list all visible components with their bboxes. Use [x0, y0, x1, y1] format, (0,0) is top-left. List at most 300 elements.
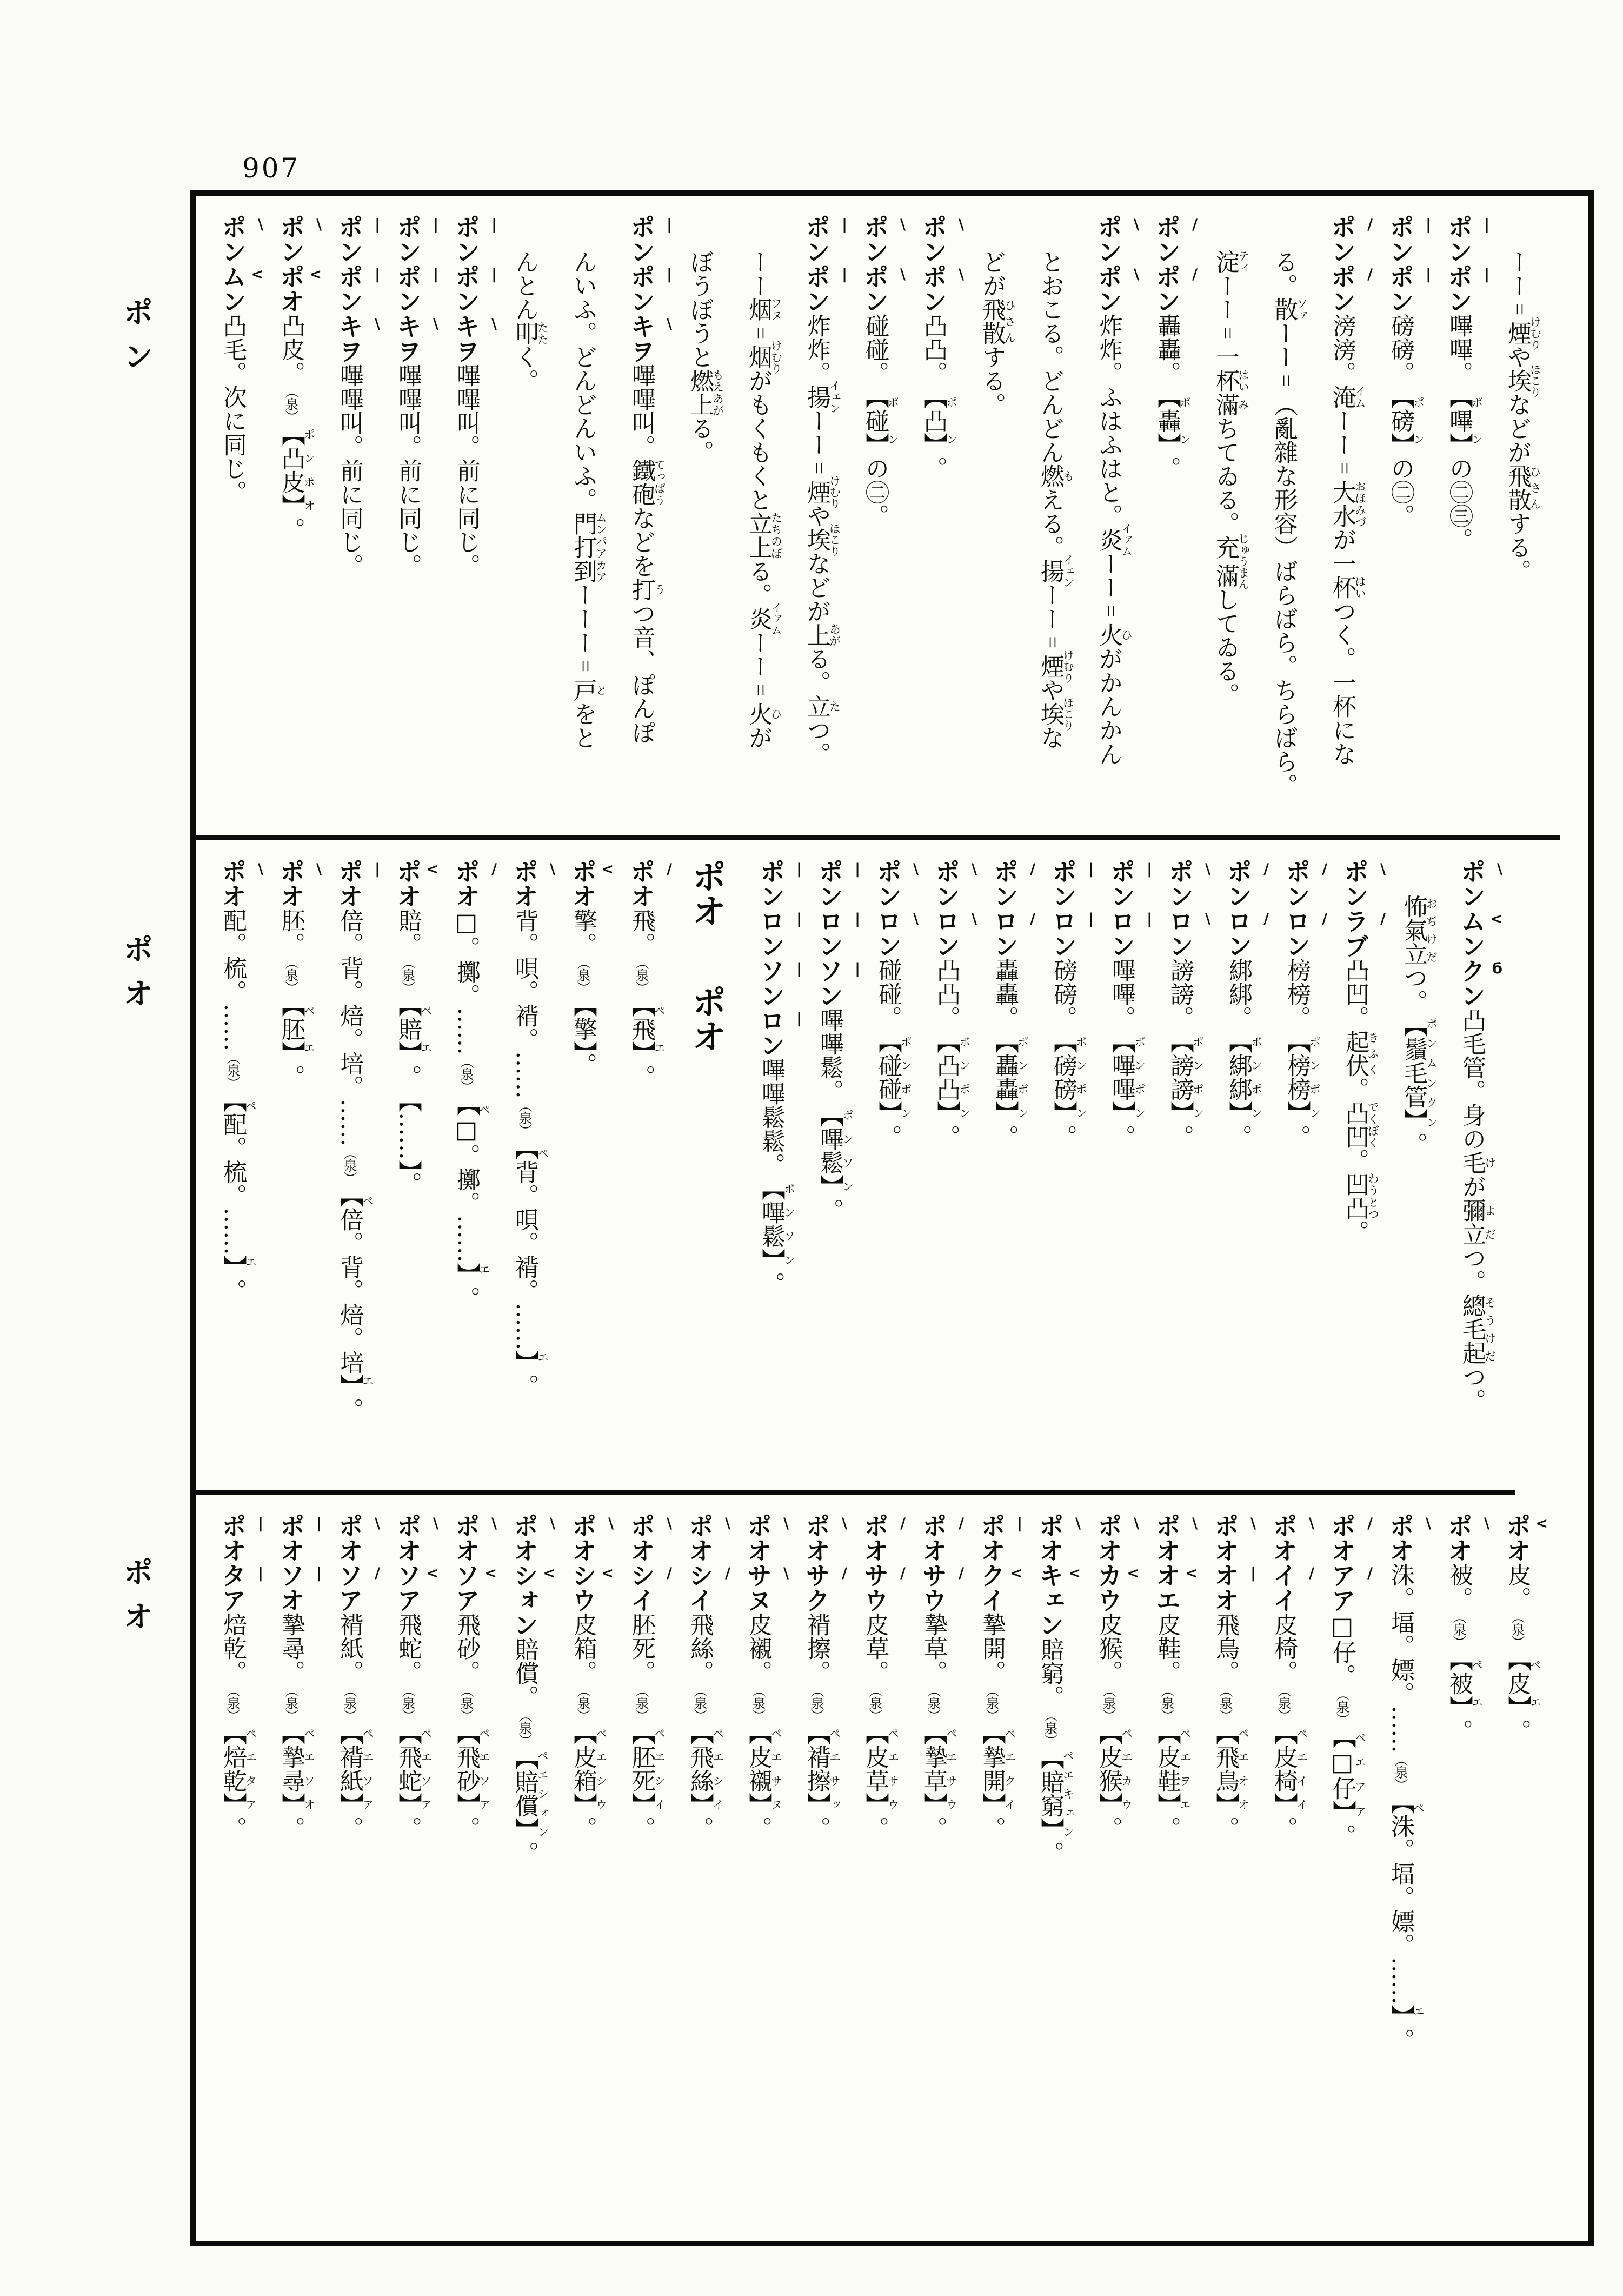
headword-syllable: ポオ \ — [510, 859, 555, 908]
definition-segment: 。 — [1270, 1816, 1298, 1840]
tone-mark: | — [855, 960, 860, 977]
continuation-column — [670, 214, 729, 828]
entry-column — [1079, 1513, 1138, 2224]
page-border-box — [190, 190, 1594, 2246]
entry-column — [262, 1513, 320, 2224]
tone-mark: \ — [550, 861, 555, 878]
headword-syllable: ポオ \ — [1210, 1513, 1256, 1563]
definition-segment: ーー゠ — [1328, 409, 1356, 480]
definition-segment: つ音、ぽんぽ — [628, 601, 655, 744]
entry-column — [1196, 1513, 1254, 2224]
definition-segment: 背。唄。褙。…… — [511, 908, 538, 1099]
headword-syllable: ポン / — [1327, 264, 1373, 314]
definition-segment: ︵泉︶ — [1218, 1684, 1233, 1721]
entry-column — [320, 859, 378, 1482]
definition — [1387, 1563, 1425, 2052]
tone-mark: \ — [1134, 1515, 1139, 1532]
definition-segment: 。 — [511, 1374, 538, 1398]
definition — [628, 363, 666, 744]
headword — [1327, 214, 1373, 314]
headword-syllable: ポオ \ — [1152, 1513, 1198, 1563]
headword-syllable: ポオ \ — [276, 859, 322, 908]
definition-segment: 【擎】。 — [569, 993, 597, 1077]
definition-segment: 賠。 — [394, 908, 422, 956]
headword — [990, 859, 1035, 958]
definition-segment: 轟轟。 — [991, 958, 1019, 1030]
tone-mark: \ — [783, 1565, 789, 1582]
definition — [1225, 958, 1263, 1149]
tone-mark: | — [433, 216, 438, 233]
definition — [219, 1612, 257, 1840]
tone-mark: | — [316, 1515, 322, 1532]
definition-segment: 。 — [933, 1125, 960, 1149]
headword-syllable: ポン | — [1107, 859, 1152, 908]
definition-segment: ︵泉︶ — [750, 1684, 766, 1721]
tone-mark: < — [601, 1565, 614, 1582]
tone-mark: | — [1088, 911, 1094, 927]
headword-syllable: ポオ / — [451, 859, 497, 908]
tone-mark: < — [601, 861, 614, 878]
headword-syllable: ソン | — [756, 958, 802, 1008]
definition-segment: える。 — [1036, 488, 1064, 559]
definition-segment: 【凸皮】ポンポオ — [277, 422, 316, 517]
headword-syllable: ポン \ — [1165, 859, 1210, 908]
headword-syllable: ポオ \ — [393, 1513, 438, 1563]
definition — [394, 1612, 433, 1840]
entry-column — [1138, 1513, 1196, 2224]
definition-segment: 。 — [1225, 1125, 1252, 1149]
definition-segment: 彌立よだ — [1458, 1198, 1496, 1246]
definition-segment: 。 — [628, 1816, 655, 1840]
definition-segment: 飛散ひさん — [978, 297, 1016, 345]
definition-segment: ちてゐる。 — [1212, 416, 1239, 535]
definition-segment: 。 — [1328, 1824, 1356, 1848]
definition-segment: や — [803, 504, 830, 528]
tone-mark: \ — [972, 861, 977, 878]
headword-syllable: ソン | — [815, 958, 860, 1008]
headword-syllable: ポオ / — [919, 1513, 964, 1563]
tone-mark: / — [842, 1565, 847, 1582]
tone-mark: | — [1088, 861, 1094, 878]
definition-segment: 【嗶】ポン — [1445, 385, 1484, 456]
headword-syllable: ポン \ — [1457, 859, 1502, 908]
definition-segment: 揚イェン — [803, 380, 841, 414]
definition-segment: 杯はい — [1212, 369, 1250, 393]
definition-segment: 煙けむり — [1036, 649, 1075, 684]
definition-segment: する。 — [1504, 512, 1531, 583]
definition-segment: 。 — [336, 1398, 363, 1422]
tone-mark: < — [1127, 1565, 1139, 1582]
definition — [277, 908, 316, 1089]
headword-syllable: ポオ \ — [335, 1513, 380, 1563]
entry-column — [1371, 214, 1429, 828]
headword — [1340, 859, 1386, 958]
definition-segment: が — [744, 726, 772, 749]
tone-mark: \ — [959, 216, 964, 233]
headword-syllable: シォン < — [510, 1563, 555, 1637]
headword-syllable: ポン \ — [860, 264, 906, 314]
definition-segment: 。 — [1166, 1125, 1194, 1149]
definition-segment: 。 — [1108, 1125, 1135, 1149]
headword — [1269, 1513, 1314, 1612]
tone-mark: \ — [1426, 1515, 1431, 1532]
definition-segment: 滂滂。 — [1328, 314, 1356, 385]
headword — [393, 214, 438, 363]
definition-segment: 飛砂。 — [453, 1612, 480, 1684]
definition-segment: 打う — [628, 578, 666, 601]
definition-segment: 烟フヌ — [744, 297, 783, 321]
entry-column — [203, 214, 262, 828]
tone-mark: < — [1535, 1515, 1548, 1532]
headword-syllable: ポン \ — [218, 214, 263, 264]
definition-segment: や — [1036, 678, 1064, 702]
headword-syllable: ムン < — [218, 264, 263, 314]
tone-mark: | — [491, 216, 497, 233]
definition — [336, 363, 363, 578]
definition-segment: 【飛鳥】ペエオオ — [1212, 1721, 1250, 1816]
entry-column — [670, 1513, 729, 2224]
definition-segment: 。 — [277, 517, 305, 541]
entry-column — [1254, 1513, 1313, 2224]
tone-mark: < — [1490, 911, 1502, 927]
headword-syllable: オオ | — [1210, 1563, 1256, 1612]
definition-segment: 。 — [1153, 1816, 1181, 1840]
definition-segment: ︵泉︶ — [342, 1684, 357, 1721]
definition-segment: 飛蛇。 — [394, 1612, 422, 1684]
headword-syllable: ポン / — [1152, 214, 1198, 264]
headword-syllable: ポン | — [451, 214, 497, 264]
definition-segment: 凸凹でくぼく — [1341, 1101, 1380, 1149]
headword — [451, 214, 497, 363]
tone-mark: / — [1322, 861, 1327, 878]
tone-mark: \ — [1205, 911, 1210, 927]
continuation-column — [1021, 214, 1079, 828]
entry-column — [495, 859, 554, 1482]
definition-segment: 。 — [394, 1065, 422, 1100]
definition-segment: んいふ。どんどんいふ。 — [569, 250, 597, 512]
entry-column — [495, 1513, 554, 2224]
definition-segment: 嗶嗶鬆鬆。 — [757, 1058, 785, 1177]
headword-syllable: ポン | — [756, 859, 802, 908]
tone-mark: \ — [1309, 1515, 1314, 1532]
definition-segment: 【倍。背。焙。培】ペエ — [336, 1184, 374, 1398]
definition-segment: 【皮襯】ペエサヌ — [744, 1721, 783, 1816]
definition-segment: □。擲。…… — [453, 908, 480, 1055]
definition — [277, 314, 316, 541]
headword-syllable: ポン \ — [1094, 214, 1139, 264]
definition — [628, 908, 666, 1089]
definition-segment: つ。 — [803, 718, 830, 766]
definition-segment: 充滿じゅうまん — [1212, 533, 1250, 590]
entry-column — [554, 859, 612, 1482]
headword-syllable: ソア / — [335, 1563, 380, 1612]
definition-segment: ゠ — [744, 321, 772, 345]
headword-syllable: ポン | — [1444, 264, 1489, 314]
definition-segment: 【凸凸】ポンポン — [933, 1030, 971, 1125]
headword — [860, 1513, 906, 1612]
definition-segment: ︵泉︶ — [1101, 1684, 1116, 1721]
definition — [453, 1612, 491, 1840]
definition — [1445, 314, 1484, 552]
definition-segment: 立た — [803, 694, 841, 718]
tone-mark: / — [959, 1565, 964, 1582]
headword — [743, 1513, 789, 1612]
headword-syllable: サウ / — [860, 1563, 906, 1612]
headword-syllable: ポオ \ — [1444, 1513, 1489, 1563]
entry-column — [1429, 214, 1488, 828]
definition-segment: の㊁。 — [1387, 456, 1414, 528]
headword-syllable: ロン / — [1282, 908, 1327, 958]
definition — [1270, 1612, 1308, 1840]
definition-segment: 嗶嗶叫。前に同じ。 — [394, 363, 422, 578]
tone-mark: | — [796, 960, 802, 977]
headword-syllable: ポン | — [627, 214, 672, 264]
definition-segment: ︵泉︶ — [225, 1684, 241, 1721]
definition-segment: 【賠窮】ペエキェン — [1036, 1746, 1075, 1841]
headword — [276, 1513, 322, 1612]
continuation-column — [554, 214, 612, 828]
definition-segment: 。 — [920, 1816, 947, 1840]
continuation-column — [1384, 859, 1442, 1482]
headword-syllable: ロン | — [815, 908, 860, 958]
headword — [1386, 1513, 1431, 1563]
definition-segment: 杯はい — [1328, 575, 1367, 599]
definition — [861, 314, 900, 528]
definition-segment: 凸毛。次に同じ。 — [219, 314, 247, 504]
definition-segment: などを — [628, 506, 655, 578]
definition — [978, 250, 1016, 416]
entry-column — [320, 1513, 378, 2224]
definition-segment: ぼうぼうと — [686, 250, 714, 369]
entry-column — [1371, 1513, 1429, 2224]
tone-mark: \ — [842, 1515, 847, 1532]
definition-segment: 立上たちのぼ — [744, 512, 783, 559]
headword-syllable: シイ / — [685, 1563, 730, 1612]
continuation-column — [1196, 214, 1254, 828]
tone-mark: | — [796, 911, 802, 927]
headword-syllable: ポオ | — [276, 1513, 322, 1563]
tone-mark: | — [258, 1515, 263, 1532]
definition — [1445, 1563, 1484, 1743]
definition-segment: が — [1458, 1174, 1486, 1198]
headword — [873, 859, 919, 958]
tone-mark: б — [1492, 960, 1502, 977]
headword — [1035, 1513, 1081, 1637]
definition-segment: 。 — [1445, 1719, 1473, 1743]
entry-column — [800, 859, 859, 1482]
entry-column — [846, 1513, 904, 2224]
headword-syllable: ポオ \ — [568, 1513, 614, 1563]
definition-segment: ーー゠ — [1504, 250, 1531, 321]
headword — [335, 214, 380, 363]
definition-segment: 起伏きふく — [1341, 1030, 1380, 1077]
definition — [219, 314, 247, 504]
tone-mark: / — [1322, 911, 1327, 927]
definition-segment: 【轟】ポン — [1153, 385, 1192, 456]
definition-segment: 皮鞋。 — [1153, 1612, 1181, 1684]
entry-column — [904, 1513, 962, 2224]
entry-column — [1267, 859, 1326, 1482]
headword-syllable: ポン \ — [1340, 859, 1386, 908]
headword-syllable: ポン | — [627, 264, 672, 314]
headword-syllable: ポオ / — [1327, 1513, 1373, 1563]
definition-segment: 。 — [874, 1125, 902, 1149]
definition — [1400, 894, 1438, 1156]
headword-syllable: ポオ \ — [1094, 1513, 1139, 1563]
headword-syllable: ポオ \ — [627, 1513, 672, 1563]
definition-segment: ︵泉︶ — [926, 1684, 941, 1721]
headword-syllable: ポオ | — [218, 1513, 263, 1563]
definition-segment: 。 — [816, 1198, 843, 1222]
tone-mark: | — [1426, 266, 1431, 283]
definition-segment: 。 — [394, 1816, 422, 1840]
headword-syllable: ロン / — [990, 908, 1035, 958]
tone-mark: \ — [900, 266, 906, 283]
definition-segment: 總毛起そうけだ — [1458, 1293, 1496, 1365]
definition-segment: 。 — [861, 1816, 889, 1840]
headword-syllable: ロン | — [1107, 908, 1152, 958]
headword — [919, 1513, 964, 1612]
tone-mark: < — [1010, 1565, 1022, 1582]
definition-segment: がかんかん — [1095, 647, 1122, 766]
entry-column — [1150, 859, 1209, 1482]
tone-mark: / — [1030, 861, 1035, 878]
definition-segment: 埃ほこり — [1504, 363, 1542, 398]
entry-column — [1209, 859, 1267, 1482]
definition — [1036, 1637, 1075, 1865]
section-heading-kana: ポオ — [686, 859, 727, 928]
definition — [1387, 314, 1425, 528]
definition — [1328, 1612, 1367, 1848]
definition-segment: 燃も — [1036, 464, 1075, 488]
definition-segment: ︵泉︶ — [1042, 1709, 1058, 1746]
headword-syllable: ポオ \ — [218, 859, 263, 908]
definition-segment: ︵泉︶ — [517, 1099, 533, 1136]
definition-segment: んとん — [511, 250, 538, 321]
definition-segment: 。 — [991, 1125, 1019, 1149]
headword-syllable: ポン | — [393, 214, 438, 264]
definition — [874, 958, 913, 1149]
headword-syllable: キヲ \ — [335, 314, 380, 363]
headword — [451, 1513, 497, 1612]
definition-segment: 。 — [744, 1816, 772, 1840]
definition-segment: 凸皮。 — [277, 314, 305, 385]
headword-syllable: イイ / — [1269, 1563, 1314, 1612]
headword-syllable: ポン | — [451, 264, 497, 314]
definition-segment: 炎イァム — [1095, 522, 1133, 557]
tone-mark: / — [959, 1515, 964, 1532]
definition — [1283, 958, 1321, 1149]
tone-mark: \ — [375, 316, 380, 333]
headword — [218, 1513, 263, 1612]
headword-syllable: ポン | — [815, 859, 860, 908]
tone-mark: | — [1484, 216, 1489, 233]
tone-mark: / — [725, 1565, 730, 1582]
definition-segment: 【碰碰】ポンポン — [874, 1030, 913, 1125]
definition-segment: 炎イァム — [744, 601, 783, 636]
headword-syllable: ロン \ — [932, 908, 977, 958]
entry-column — [1079, 214, 1138, 828]
definition — [1108, 958, 1146, 1149]
definition — [920, 314, 958, 480]
headword — [685, 1513, 730, 1612]
tone-mark: \ — [667, 1515, 672, 1532]
entry-column — [975, 859, 1034, 1482]
definition-segment: 。 — [1400, 1132, 1427, 1156]
definition-segment: をと — [569, 702, 597, 749]
headword — [393, 1513, 438, 1612]
definition-segment: 飛鳥。 — [1212, 1612, 1239, 1684]
definition-segment: ーー゠ — [803, 409, 830, 480]
definition-segment: 綁綁。 — [1225, 958, 1252, 1030]
definition-segment: が一 — [1328, 528, 1356, 575]
headword-syllable: ポオ \ — [802, 1513, 847, 1563]
definition-segment: 【皮草】ペエサウ — [861, 1721, 900, 1816]
definition-segment: 皮。 — [1504, 1563, 1531, 1610]
tone-mark: / — [900, 1565, 906, 1582]
definition — [569, 250, 608, 749]
headword-syllable: シウ < — [568, 1563, 614, 1612]
definition-segment: 皮箱。 — [569, 1612, 597, 1684]
tone-mark: | — [433, 266, 438, 283]
tone-mark: < — [543, 1565, 555, 1582]
headword-syllable: サヌ \ — [743, 1563, 789, 1612]
definition-segment: る。 — [744, 559, 772, 607]
page-number: 907 — [242, 152, 301, 184]
definition — [686, 1612, 724, 1840]
continuation-column — [962, 214, 1021, 828]
definition-segment: 毛け — [1458, 1151, 1496, 1174]
definition — [453, 363, 480, 578]
tone-mark: \ — [433, 316, 438, 333]
entry-column — [203, 859, 262, 1482]
definition-segment: 。 — [1387, 2028, 1414, 2052]
definition-segment: 。 — [1341, 1220, 1369, 1244]
definition-segment: 【摯開】ペエクイ — [978, 1721, 1016, 1816]
definition — [1458, 1008, 1496, 1412]
headword — [860, 214, 906, 314]
headword — [1152, 1513, 1198, 1612]
definition-segment: 。 — [453, 1286, 480, 1310]
definition-segment: 【嗶嗶】ポンポン — [1108, 1030, 1146, 1125]
entry-column — [787, 214, 846, 828]
definition-segment: 飛散ひさん — [1504, 464, 1542, 512]
definition-segment: 【褙紙】ペエソア — [336, 1721, 374, 1816]
entry-column — [742, 859, 800, 1482]
tone-mark: \ — [316, 861, 322, 878]
entry-column — [378, 859, 437, 1482]
definition — [1504, 250, 1542, 583]
definition-segment: 凸毛管。身の — [1458, 1008, 1486, 1151]
tone-mark: | — [1147, 861, 1152, 878]
definition — [1049, 958, 1088, 1149]
headword — [1107, 859, 1152, 958]
definition-segment: 【飛絲】ペエシイ — [686, 1721, 724, 1816]
tone-mark: < — [1068, 1565, 1081, 1582]
entry-column — [1021, 1513, 1079, 2224]
definition-segment: る。 — [1270, 250, 1298, 297]
section-heading-kana: ポオ — [686, 984, 727, 1053]
headword-syllable: ポオ \ — [685, 1513, 730, 1563]
continuation-column — [1488, 214, 1546, 828]
entry-column — [378, 1513, 437, 2224]
definition-segment: 。 — [686, 1816, 714, 1840]
definition-segment: 嗶嗶叫。 — [628, 363, 655, 459]
definition-segment: 【鬚毛管】ポンムンクン — [1400, 1013, 1438, 1132]
headword-syllable: アア / — [1327, 1563, 1373, 1612]
headword-syllable: ラブ / — [1340, 908, 1386, 958]
definition-segment: 謗謗。 — [1166, 958, 1194, 1030]
